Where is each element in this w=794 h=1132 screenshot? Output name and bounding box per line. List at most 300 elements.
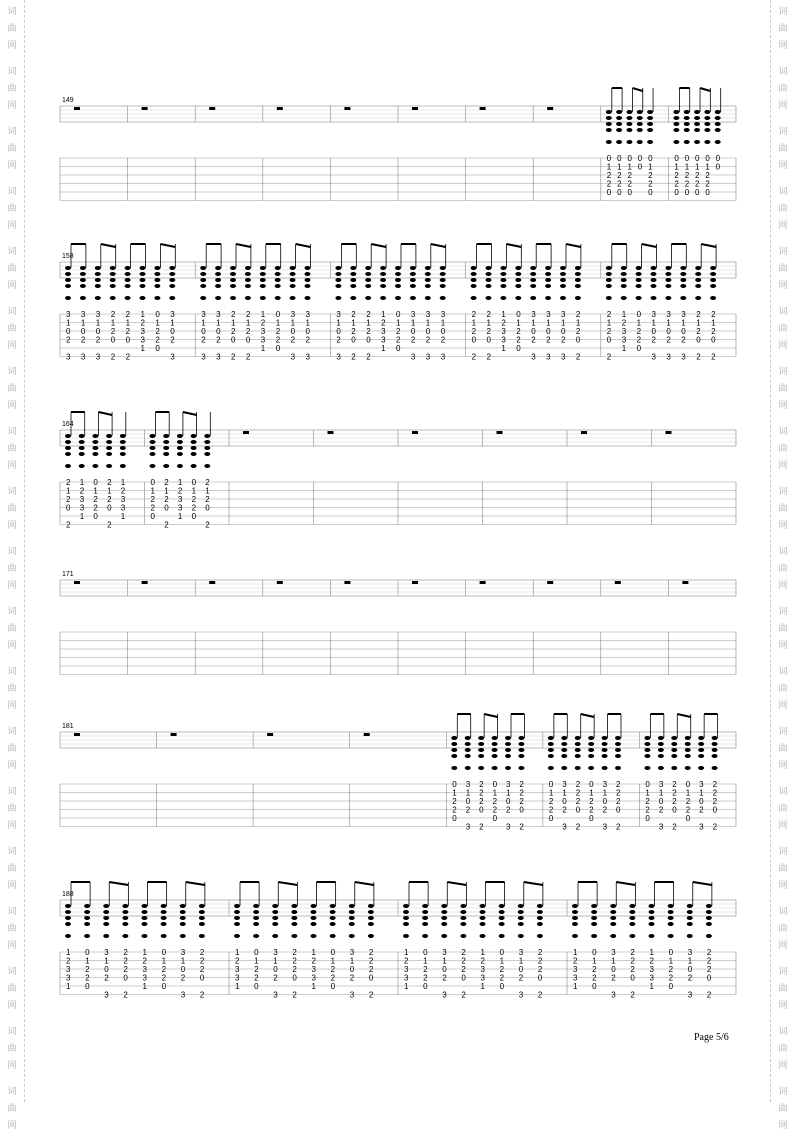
tab-fret-number: 1 [617, 162, 622, 172]
notehead [95, 266, 101, 270]
tab-fret-number: 2 [123, 956, 128, 966]
notehead [575, 272, 581, 276]
bass-notehead [626, 140, 632, 144]
notehead [349, 904, 355, 908]
notehead [65, 434, 71, 438]
tab-fret-number: 2 [442, 973, 447, 983]
notehead [621, 266, 627, 270]
tab-fret-number: 2 [66, 495, 71, 504]
tab-fret-number: 3 [170, 352, 175, 362]
tab-fret-number: 1 [201, 318, 206, 328]
tab-fret-number: 0 [254, 948, 259, 957]
tab-fret-number: 0 [648, 154, 653, 163]
notehead [478, 754, 484, 758]
notehead [65, 440, 71, 444]
notehead [349, 910, 355, 914]
tab-fret-number: 2 [275, 327, 281, 336]
notehead [154, 278, 160, 282]
notehead [687, 904, 693, 908]
notehead [234, 922, 240, 926]
notehead [530, 266, 536, 270]
watermark-glyph: 曲 [778, 684, 788, 694]
whole-rest [364, 733, 370, 736]
watermark-glyph: 曲 [7, 804, 17, 814]
tab-fret-number: 1 [260, 344, 266, 353]
notehead [588, 754, 594, 758]
bass-notehead [668, 934, 674, 938]
tab-fret-number: 2 [330, 973, 336, 983]
tab-fret-number: 3 [602, 822, 608, 832]
notehead [330, 904, 336, 908]
notehead [515, 266, 521, 270]
tab-fret-number: 2 [630, 956, 635, 966]
tab-fret-number: 3 [546, 352, 551, 362]
notehead [234, 910, 240, 914]
tab-fret-number: 2 [519, 797, 524, 806]
tab-fret-number: 2 [537, 990, 543, 1000]
notehead [591, 910, 597, 914]
tab-fret-number: 1 [80, 318, 86, 328]
watermark-glyph: 网 [778, 1061, 788, 1071]
tab-fret-number: 2 [140, 318, 145, 328]
bass-notehead [704, 140, 710, 144]
watermark-glyph: 曲 [778, 264, 788, 274]
tab-fret-number: 2 [546, 335, 551, 345]
watermark-glyph: 网 [7, 641, 17, 651]
notehead [290, 278, 296, 282]
notehead [621, 284, 627, 288]
notehead [245, 284, 251, 288]
tab-fret-number: 3 [235, 973, 240, 983]
watermark-glyph: 词 [7, 367, 17, 377]
notehead [365, 266, 371, 270]
notehead [291, 922, 297, 926]
bass-notehead [644, 766, 650, 770]
notehead [665, 266, 671, 270]
tab-fret-number: 2 [706, 965, 712, 974]
tab-fret-number: 0 [396, 344, 401, 353]
bass-notehead [215, 296, 221, 300]
notehead [275, 284, 281, 288]
tab-fret-number: 2 [645, 797, 650, 806]
tab-fret-number: 3 [561, 310, 566, 319]
beam [616, 882, 635, 885]
notehead [110, 278, 116, 282]
notehead [575, 736, 581, 740]
notehead [685, 748, 691, 752]
notehead [245, 278, 251, 282]
tab-fret-number: 1 [311, 982, 316, 991]
watermark-glyph: 曲 [7, 1044, 17, 1054]
notehead [480, 916, 486, 920]
notehead [440, 272, 446, 276]
notehead [572, 916, 578, 920]
notehead [518, 742, 524, 746]
tab-fret-number: 2 [231, 352, 236, 362]
tab-fret-number: 0 [110, 335, 116, 345]
tab-fret-number: 0 [452, 814, 457, 823]
measure-number: 149 [62, 97, 74, 104]
measure-number: 188 [62, 891, 74, 898]
tab-fret-number: 2 [216, 335, 221, 345]
notehead [572, 922, 578, 926]
tab-fret-number: 3 [518, 948, 524, 957]
notehead [161, 904, 167, 908]
notehead [142, 922, 148, 926]
tab-fret-number: 1 [120, 512, 126, 521]
tab-fret-number: 2 [499, 973, 505, 983]
tab-fret-number: 0 [292, 973, 297, 983]
tab-fret-number: 2 [699, 805, 704, 815]
watermark-glyph: 词 [778, 307, 788, 317]
tab-fret-number: 1 [155, 318, 160, 328]
tab-fret-number: 1 [381, 310, 386, 319]
notehead [637, 116, 643, 120]
tab-fret-number: 0 [191, 512, 197, 521]
notehead [150, 452, 156, 456]
notehead [200, 284, 206, 288]
bass-notehead [658, 766, 664, 770]
tab-fret-number: 3 [651, 310, 656, 319]
tab-fret-number: 2 [150, 503, 155, 513]
tab-fret-number: 0 [695, 154, 700, 163]
notehead [649, 904, 655, 908]
staff-and-tab [60, 262, 736, 362]
notehead [591, 904, 597, 908]
bass-notehead [191, 464, 197, 468]
tab-fret-number: 3 [216, 310, 221, 319]
tab-fret-number: 0 [107, 503, 112, 513]
watermark-glyph: 词 [778, 787, 788, 797]
tab-fret-number: 2 [606, 310, 612, 319]
notehead [684, 116, 690, 120]
notehead [142, 904, 148, 908]
notehead [518, 910, 524, 914]
tab-fret-number: 0 [636, 344, 642, 353]
tab-fret-number: 2 [548, 797, 554, 806]
watermark-glyph: 词 [7, 1087, 17, 1097]
notehead [422, 916, 428, 920]
notehead [658, 736, 664, 740]
beam [236, 244, 251, 247]
notehead [395, 284, 401, 288]
notehead [629, 916, 635, 920]
bass-notehead [616, 140, 622, 144]
bass-notehead [451, 766, 457, 770]
notehead [440, 266, 446, 270]
notehead [422, 922, 428, 926]
bass-notehead [161, 934, 167, 938]
notehead [350, 272, 356, 276]
tab-fret-number: 3 [649, 973, 654, 983]
tab-fret-number: 1 [546, 318, 551, 328]
whole-rest [547, 581, 553, 584]
tab-fret-number: 2 [201, 335, 206, 345]
tab-fret-number: 2 [548, 805, 554, 815]
notehead [290, 272, 296, 276]
tab-fret-number: 0 [685, 780, 691, 789]
notehead [368, 922, 374, 926]
tab-fret-number: 3 [177, 495, 183, 504]
watermark-glyph: 网 [7, 581, 17, 591]
whole-rest [243, 431, 249, 434]
notehead [380, 266, 386, 270]
tab-fret-number: 3 [699, 822, 704, 832]
tab-fret-number: 0 [155, 344, 160, 353]
bass-notehead [637, 140, 643, 144]
notehead [471, 284, 477, 288]
tab-fret-number: 0 [592, 948, 597, 957]
notehead [616, 122, 622, 126]
watermark-glyph: 词 [7, 967, 17, 977]
tab-fret-number: 1 [695, 162, 700, 172]
notehead [615, 736, 621, 740]
notehead [65, 446, 71, 450]
watermark-glyph: 曲 [7, 24, 17, 34]
notehead [602, 742, 608, 746]
notehead [103, 904, 109, 908]
notehead [65, 284, 71, 288]
tab-fret-number: 1 [573, 982, 578, 991]
bass-notehead [65, 296, 71, 300]
notehead [636, 266, 642, 270]
tab-fret-number: 0 [93, 478, 98, 487]
tab-fret-number: 0 [492, 780, 498, 789]
tab-fret-number: 3 [66, 310, 71, 319]
tab-fret-number: 1 [648, 162, 653, 172]
watermark-glyph: 曲 [778, 624, 788, 634]
bass-notehead [120, 464, 126, 468]
tab-fret-number: 1 [110, 318, 116, 328]
tab-fret-number: 0 [531, 327, 536, 336]
tab-fret-number: 0 [275, 344, 281, 353]
notehead [451, 748, 457, 752]
tab-fret-number: 2 [292, 948, 297, 957]
notehead [629, 910, 635, 914]
tab-fret-number: 2 [516, 327, 521, 336]
tab-fret-number: 1 [492, 788, 498, 798]
notehead [687, 916, 693, 920]
tab-fret-number: 3 [506, 822, 511, 832]
watermark-glyph: 曲 [778, 564, 788, 574]
watermark-glyph: 曲 [7, 204, 17, 214]
notehead [636, 284, 642, 288]
tab-fret-number: 0 [616, 805, 621, 815]
bass-notehead [505, 766, 511, 770]
bass-notehead [291, 934, 297, 938]
watermark-glyph: 曲 [7, 84, 17, 94]
notehead [687, 922, 693, 926]
notehead [606, 128, 612, 132]
tab-fret-number: 0 [452, 780, 457, 789]
notehead [311, 904, 317, 908]
notehead [561, 736, 567, 740]
bass-notehead [684, 140, 690, 144]
notehead [154, 284, 160, 288]
tab-fret-number: 1 [191, 486, 197, 496]
notehead [575, 266, 581, 270]
watermark-glyph: 网 [7, 341, 17, 351]
tab-fret-number: 0 [423, 948, 428, 957]
bass-notehead [710, 296, 716, 300]
notehead [460, 916, 466, 920]
tab-fret-number: 0 [561, 327, 566, 336]
watermark-glyph: 词 [7, 7, 17, 17]
notehead [606, 110, 612, 114]
notehead [65, 922, 71, 926]
tab-fret-number: 0 [336, 327, 341, 336]
notehead [253, 910, 259, 914]
tab-fret-number: 3 [305, 310, 310, 319]
tab-fret-number: 3 [611, 990, 616, 1000]
notehead [499, 922, 505, 926]
tab-fret-number: 1 [66, 948, 71, 957]
watermark-glyph: 网 [778, 401, 788, 411]
notehead [110, 272, 116, 276]
notehead [537, 910, 543, 914]
tab-fret-number: 2 [712, 788, 718, 798]
notehead [695, 278, 701, 282]
notehead [668, 910, 674, 914]
whole-rest [480, 107, 486, 110]
tab-fret-number: 3 [611, 948, 616, 957]
tab-fret-number: 0 [711, 335, 716, 345]
notehead [79, 434, 85, 438]
tab-fret-number: 0 [648, 188, 653, 197]
tab-fret-number: 2 [292, 965, 297, 974]
watermark-glyph: 网 [778, 521, 788, 531]
tab-fret-number: 3 [410, 310, 416, 319]
watermark-glyph: 曲 [7, 384, 17, 394]
notehead [92, 434, 98, 438]
tab-fret-number: 2 [366, 352, 371, 362]
bass-notehead [272, 934, 278, 938]
bass-notehead [694, 140, 700, 144]
notehead [199, 916, 205, 920]
notehead [215, 278, 221, 282]
tab-fret-number: 1 [666, 318, 671, 328]
notehead [644, 748, 650, 752]
tab-fret-number: 1 [674, 162, 679, 172]
watermark-glyph: 词 [7, 67, 17, 77]
watermark-glyph: 网 [778, 881, 788, 891]
tab-fret-number: 2 [681, 335, 686, 345]
beam [642, 244, 657, 247]
tab-fret-number: 0 [684, 154, 690, 163]
notehead [350, 278, 356, 282]
watermark-glyph: 词 [778, 487, 788, 497]
notehead [142, 916, 148, 920]
tab-fret-number: 1 [480, 948, 485, 957]
notehead [606, 284, 612, 288]
notehead [169, 284, 175, 288]
tab-fret-number: 2 [410, 335, 416, 345]
tab-fret-number: 0 [537, 973, 543, 983]
tab-fret-number: 0 [519, 805, 524, 815]
tab-fret-number: 2 [368, 990, 374, 1000]
tab-fret-number: 2 [245, 352, 251, 362]
tab-fret-number: 2 [80, 335, 86, 345]
tab-fret-number: 0 [672, 805, 677, 815]
notehead [698, 742, 704, 746]
notehead [305, 272, 311, 276]
tab-fret-number: 2 [706, 990, 712, 1000]
tab-fret-number: 3 [180, 990, 186, 1000]
whole-rest [74, 581, 80, 584]
notehead [177, 446, 183, 450]
tab-fret-number: 2 [706, 948, 712, 957]
tab-fret-number: 2 [396, 327, 401, 336]
bass-notehead [649, 934, 655, 938]
bass-notehead [680, 296, 686, 300]
watermark-glyph: 曲 [7, 504, 17, 514]
notehead [230, 266, 236, 270]
tab-fret-number: 1 [404, 982, 409, 991]
notehead [629, 904, 635, 908]
whole-rest [412, 581, 418, 584]
bass-notehead [588, 766, 594, 770]
tab-fret-number: 0 [123, 973, 128, 983]
notehead [150, 434, 156, 438]
notehead [92, 452, 98, 456]
notehead [680, 266, 686, 270]
watermark-glyph: 曲 [778, 1104, 788, 1114]
tab-fret-number: 2 [696, 327, 701, 336]
notehead [191, 434, 197, 438]
tab-fret-number: 3 [480, 973, 485, 983]
tab-fret-number: 3 [381, 335, 386, 345]
tab-fret-number: 3 [349, 948, 355, 957]
beam [566, 244, 581, 247]
tab-fret-number: 2 [349, 973, 355, 983]
bass-notehead [106, 464, 112, 468]
tab-fret-number: 3 [666, 352, 671, 362]
watermark-glyph: 曲 [778, 744, 788, 754]
page-number: Page 5/6 [694, 1032, 729, 1043]
notehead [671, 754, 677, 758]
tab-fret-number: 0 [637, 154, 643, 163]
tab-fret-number: 1 [107, 486, 112, 496]
tab-fret-number: 3 [404, 973, 409, 983]
whole-rest [547, 107, 553, 110]
tab-fret-number: 1 [602, 788, 608, 798]
tab-fret-number: 2 [440, 335, 446, 345]
whole-rest [412, 431, 418, 434]
notehead [518, 904, 524, 908]
notehead [200, 266, 206, 270]
notehead [84, 910, 90, 914]
notehead [365, 272, 371, 276]
notehead [673, 122, 679, 126]
tab-fret-number: 3 [104, 948, 109, 957]
tab-fret-number: 0 [705, 188, 710, 197]
bass-notehead [651, 296, 657, 300]
notehead [120, 440, 126, 444]
tab-fret-number: 2 [125, 352, 131, 362]
notehead [694, 116, 700, 120]
notehead [191, 446, 197, 450]
beam [677, 714, 690, 717]
notehead [560, 284, 566, 288]
watermark-glyph: 曲 [7, 144, 17, 154]
tab-fret-number: 2 [575, 797, 581, 806]
tab-fret-number: 2 [711, 352, 716, 362]
tab-fret-number: 2 [711, 310, 716, 319]
tab-fret-number: 2 [231, 327, 236, 336]
tab-fret-number: 2 [254, 965, 259, 974]
bass-notehead [142, 934, 148, 938]
tab-fret-number: 0 [627, 154, 632, 163]
